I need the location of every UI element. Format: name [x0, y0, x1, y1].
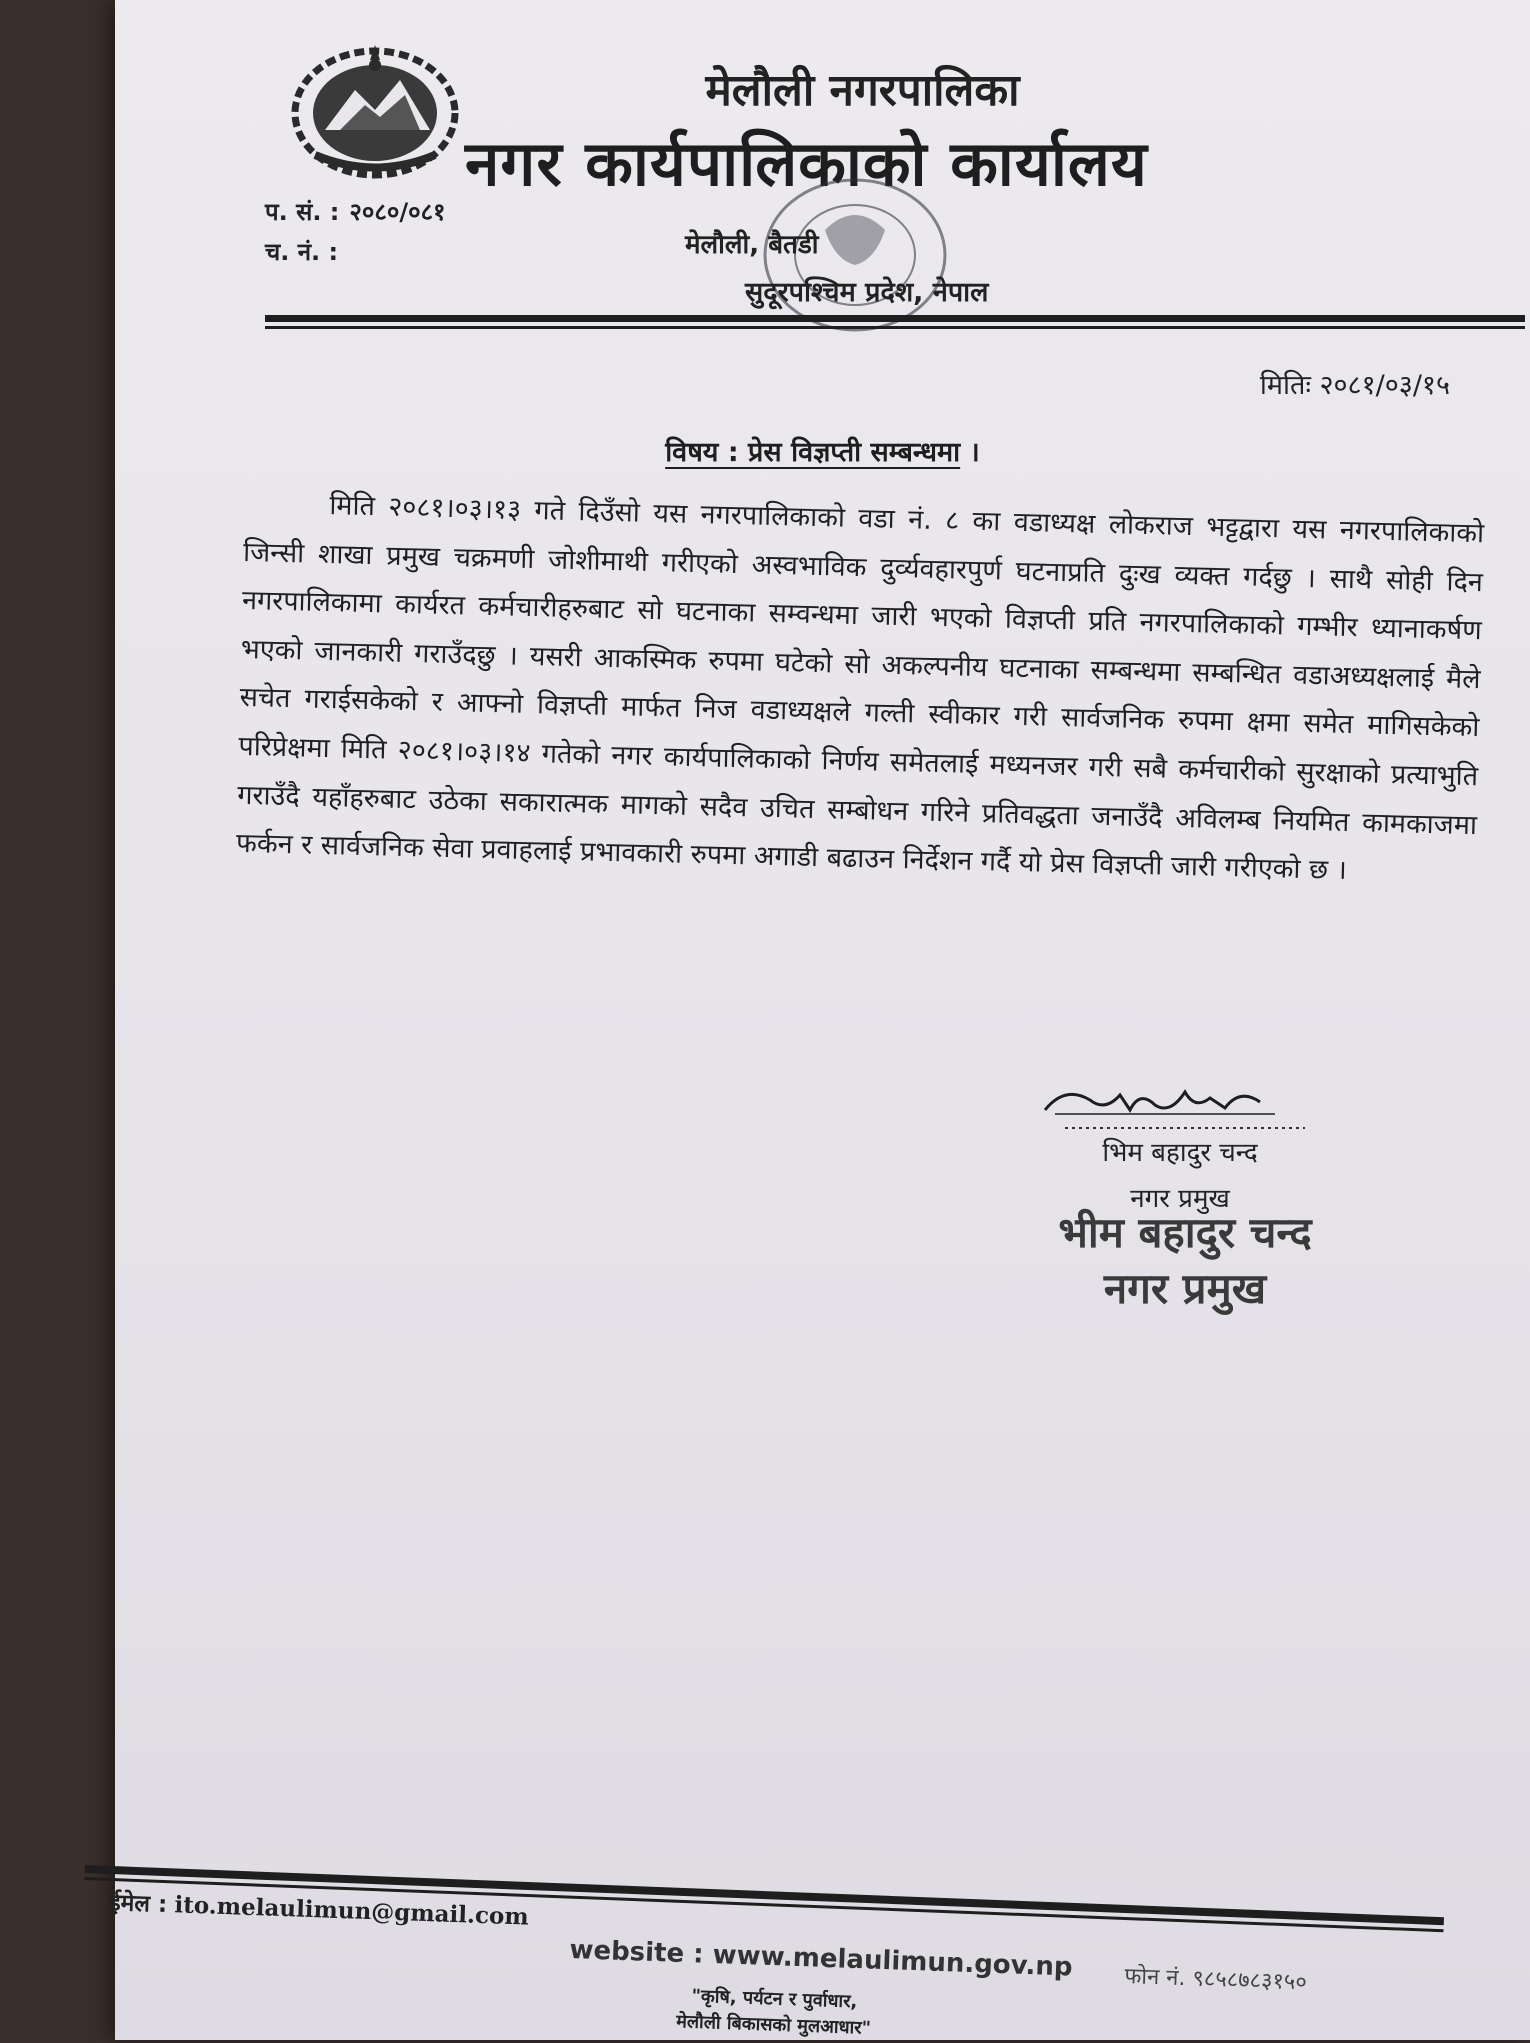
reference-value: २०८०/०८१ — [349, 198, 446, 226]
signatory-name: भिम बहादुर चन्द — [1102, 1138, 1258, 1168]
signatory-title: नगर प्रमुख — [1130, 1184, 1230, 1214]
seal-title: नगर प्रमुख — [1103, 1264, 1267, 1313]
handwritten-signature — [1035, 1070, 1315, 1130]
email-link[interactable]: ito.melaulimun@gmail.com — [174, 1891, 530, 1931]
reference-number — [265, 195, 446, 228]
seal-name: भीम बहादुर चन्द — [1058, 1208, 1312, 1257]
slogan-line-1: "कृषि, पर्यटन र पुर्वाधार, — [691, 1985, 858, 2013]
header-divider — [265, 315, 1525, 329]
letter-body: मिति २०८१।०३।१३ गते दिउँसो यस नगरपालिकाको वडा नं. ८ का वडाध्यक्ष लोकराज भट्टद्वारा यस नगरपालिकाको जिन्सी शाखा प्रमुख चक्रमणी जोशीमाथी गरीएको अस्वभाविक दुर्व्यवहारपुर्ण घटनाप्रति दुःख व्यक्त गर्दछु । साथै सोही दिन नगरपालिकामा कार्यरत कर्मचारीहरुबाट सो घटनाका सम्वन्धमा जारी भएको विज्ञप्ती प्रति नगरपालिकाको गम्भीर ध्यानाकर्षण भएको जानकारी गराउँदछु । यसरी आकस्मिक रुपमा घटेको सो अकल्पनीय घटनाका सम्बन्धमा सम्बन्धित वडाअध्यक्षलाई मैले सचेत गराईसकेको र आफ्नो विज्ञप्ती मार्फत निज वडाध्यक्षले गल्ती स्वीकार गरी सार्वजनिक रुपमा क्षमा समेत मागिसकेको परिप्रेक्षमा मिति २०८१।०३।१४ गतेको नगर कार्यपालिकाको निर्णय समेतलाई मध्यनजर गरी सबै कर्मचारीको सुरक्षाको प्रत्याभुति गराउँदै यहाँहरुबाट उठेका सकारात्मक मागको सदैव उचित सम्बोधन गरिने प्रतिवद्धता जनाउँदै अविलम्ब नियमित कामकाजमा फर्कन र सार्वजनिक सेवा प्रवाहलाई प्रभावकारी रुपमा अगाडी बढाउन निर्देशन गर्दै यो प्रेस विज्ञप्ती जारी गरीएको छ । — [235, 490, 1485, 887]
name-seal — [1035, 1205, 1335, 1317]
letter-page — [108, 0, 1530, 2040]
letter-subject — [115, 432, 1530, 469]
organization-name: मेलौली नगरपालिका — [705, 65, 1020, 116]
office-address: सुदूरपश्चिम प्रदेश, नेपाल — [745, 277, 989, 308]
letter-date: मितिः २०८१/०३/१५ — [1259, 370, 1450, 401]
subject-text: विषय : प्रेस विज्ञप्ती सम्बन्धमा — [665, 437, 961, 468]
dispatch-label: च. नं. : — [265, 238, 339, 266]
slogan-line-2: मेलौली बिकासको मुलआधार" — [675, 2011, 872, 2039]
footer-phone: फोन नं. ९८५८७८३१५० — [1123, 1963, 1308, 1996]
email-label: ईमेल : — [108, 1889, 168, 1919]
footer-website-link[interactable]: website : www.melaulimun.gov.np — [568, 1935, 1073, 1983]
office-location: मेलौली, बैतडी — [685, 230, 819, 260]
office-name: नगर कार्यपालिकाको कार्यालय — [465, 127, 1148, 200]
footer-slogan — [643, 1982, 905, 2043]
reference-label: प. सं. : — [265, 198, 340, 226]
dispatch-number — [265, 235, 348, 268]
subject-end-mark: । — [960, 437, 980, 468]
